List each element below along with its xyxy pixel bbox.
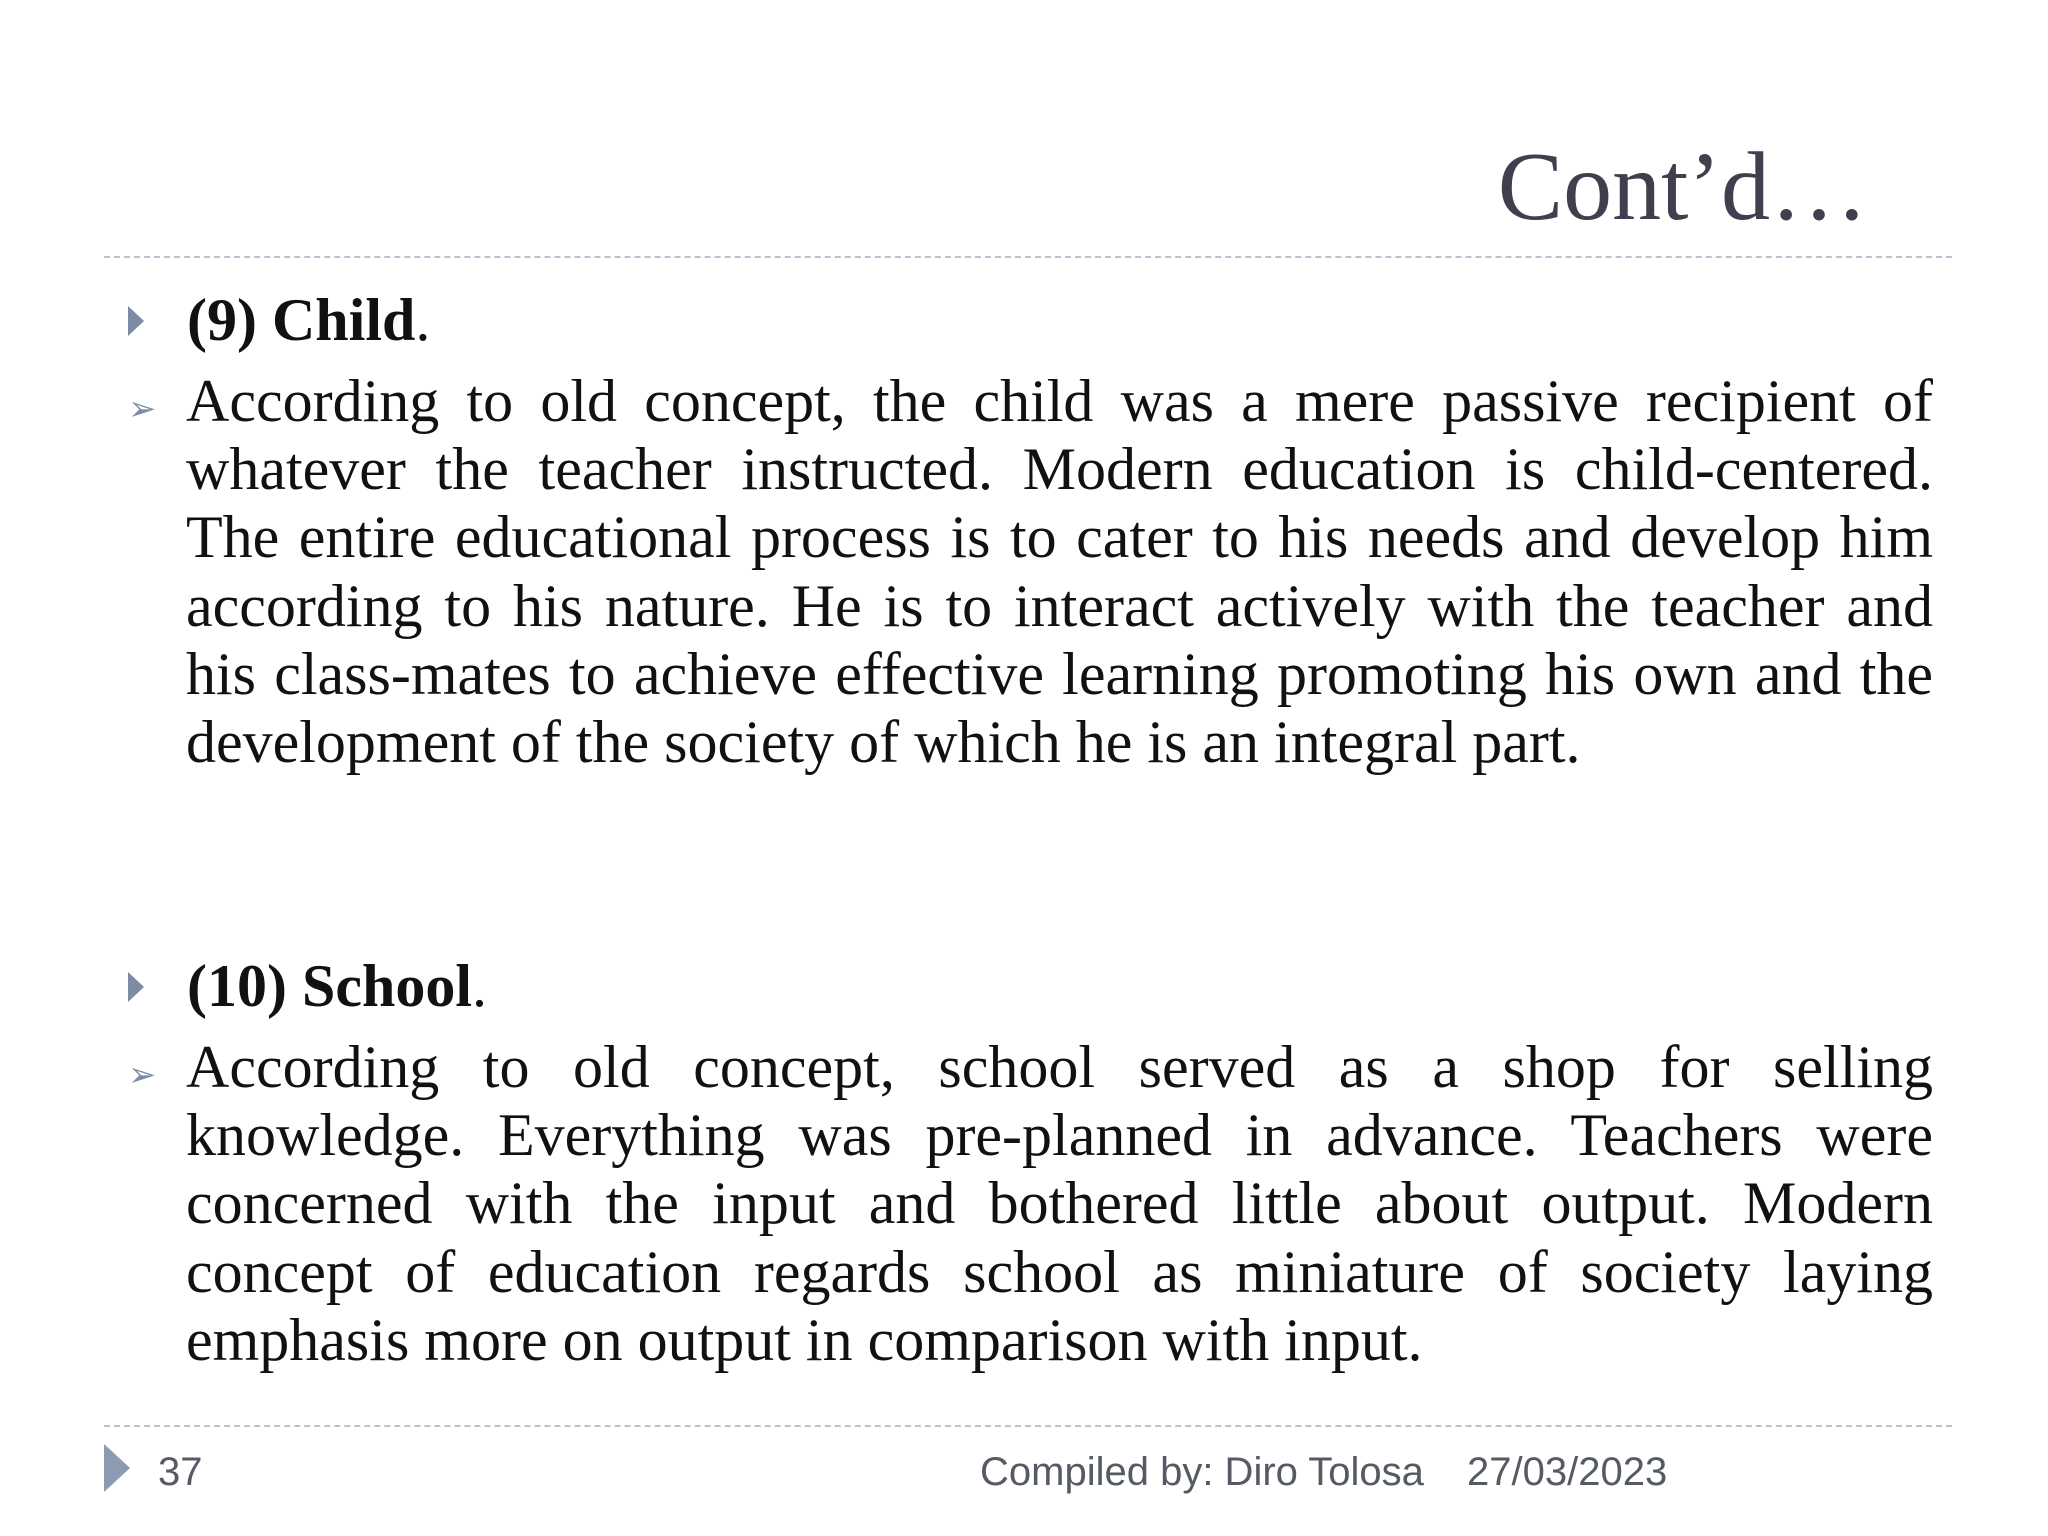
paragraph-school: According to old concept, school served as a shop for selling knowledge. Everything was pre-planned in advance. Teachers were concerned with the input and bothered little about output. Modern concept of education regards school as miniature of society laying emphasis more on output in comparison with input.: [186, 1034, 1933, 1373]
arrowhead-bullet-icon: ➢: [128, 1055, 157, 1095]
triangle-bullet-icon: [128, 972, 144, 1002]
arrowhead-bullet-icon: ➢: [128, 389, 157, 429]
paragraph-child: According to old concept, the child was a mere passive recipient of whatever the teacher instructed. Modern education is child-centered. The entire educational process is to cater to his needs and develop him according to his nature. He is to interact actively with the teacher and his class-mates to achieve effective learning promoting his own and the development of the society of which he is an integral part.: [186, 368, 1933, 776]
footer-divider: [104, 1425, 1952, 1427]
slide-title: Cont’d…: [1497, 133, 1868, 241]
triangle-bullet-icon: [128, 306, 144, 336]
triangle-footer-icon: [104, 1444, 130, 1492]
title-divider: [104, 256, 1952, 258]
heading-school-period: .: [472, 953, 487, 1019]
heading-school-label: (10) School: [187, 953, 472, 1019]
heading-child-period: .: [415, 287, 431, 353]
footer-compiled-by: Compiled by: Diro Tolosa: [980, 1450, 1424, 1494]
footer-date: 27/03/2023: [1467, 1450, 1668, 1494]
page-number: 37: [158, 1450, 203, 1494]
heading-child-label: (9) Child: [187, 287, 416, 353]
